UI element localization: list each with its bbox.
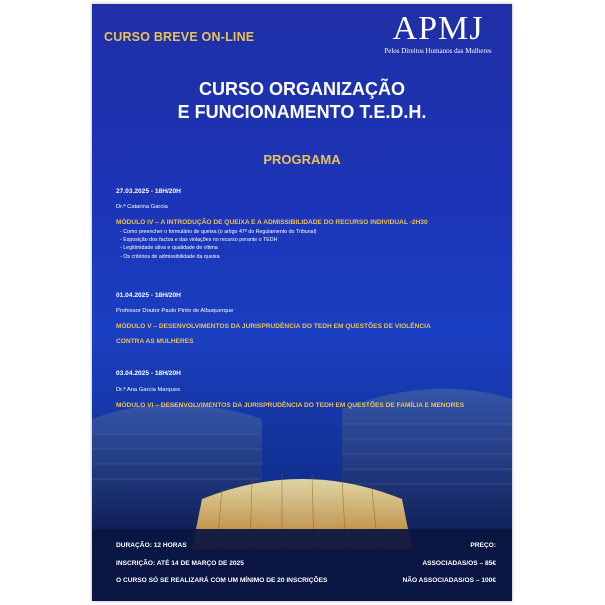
session-1-topics [120, 228, 317, 261]
program-heading: PROGRAMA [263, 152, 341, 167]
session-3-date: 03.04.2025 - 18H/20H [116, 370, 181, 377]
session-1-speaker: Dr.ª Catarina Garcia [116, 204, 168, 210]
session-1-topic: - Legitimidade ativa e qualidade de vítima [120, 245, 218, 252]
logo-text: APMJ [392, 10, 484, 47]
session-2-date: 01.04.2025 - 18H/20H [116, 292, 181, 299]
minimum-enrollment-note: O CURSO SÓ SE REALIZARÁ COM UM MÍNIMO DE 20 INSCRIÇÕES [116, 577, 328, 584]
session-1-date: 27.03.2025 - 18H/20H [116, 188, 181, 195]
apmj-logo [368, 12, 508, 55]
price-members: ASSOCIADAS/OS – 85€ [422, 560, 496, 567]
session-2-module-line2: CONTRA AS MULHERES [116, 338, 194, 345]
session-1-module: MÓDULO IV – A INTRODUÇÃO DE QUEIXA E A ADMISSIBILIDADE DO RECURSO INDIVIDUAL -2H30 [116, 219, 428, 226]
session-1-topic: - Os critérios de admissibilidade da queixa [120, 253, 220, 260]
session-2-speaker: Professor Doutor Paulo Pinto de Albuquerque [116, 308, 234, 314]
course-title-line1: CURSO ORGANIZAÇÃO [199, 79, 405, 99]
course-type-label: CURSO BREVE ON-LINE [104, 30, 255, 44]
session-3-module: MÓDULO VI – DESENVOLVIMENTOS DA JURISPRUDÊNCIA DO TEDH EM QUESTÕES DE FAMÍLIA E MENORES [116, 402, 465, 409]
course-poster [92, 4, 512, 601]
session-2-module-line1: MÓDULO V – DESENVOLVIMENTOS DA JURISPRUDÊNCIA DO TEDH EM QUESTÕES DE VIOLÊNCIA [116, 323, 431, 330]
duration-text: DURAÇÃO: 12 HORAS [116, 542, 187, 549]
registration-deadline: INSCRIÇÃO: ATÉ 14 DE MARÇO DE 2025 [116, 560, 244, 567]
price-label: PREÇO: [470, 542, 496, 549]
course-title-line2: E FUNCIONAMENTO T.E.D.H. [177, 102, 427, 122]
session-2-module [116, 319, 496, 349]
price-non-members: NÃO ASSOCIADAS/OS – 100€ [402, 577, 496, 584]
session-1-topic: - Exposição dos factos e das violações no recurso perante o TEDH [120, 237, 278, 244]
logo-subtitle: Pelos Direitos Humanos das Mulheres [384, 47, 492, 55]
course-title [92, 78, 512, 124]
session-1-topic: - Como preencher o formulário de queixa (o artigo 47º do Regulamento do Tribunal) [120, 229, 317, 235]
session-3-speaker: Dr.ª Ana Garcia Marques [116, 387, 181, 393]
